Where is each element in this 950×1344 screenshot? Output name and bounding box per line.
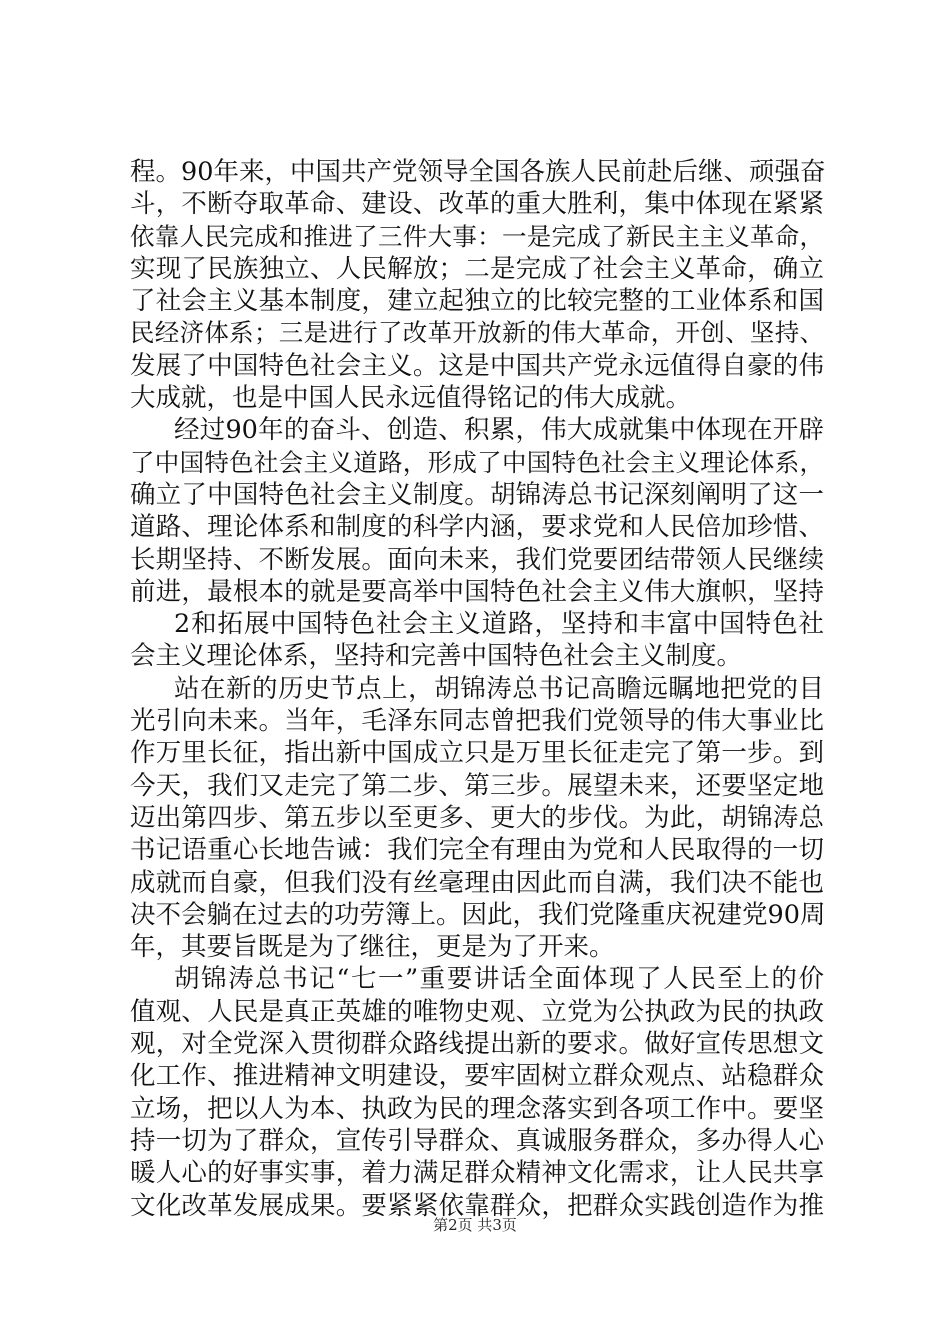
text-line: 程。90年来，中国共产党领导全国各族人民前赴后继、顽强奋 — [130, 157, 826, 187]
text-line: 成就而自豪，但我们没有丝毫理由因此而自满，我们决不能也 — [130, 867, 824, 898]
text-line: 文化改革发展成果。要紧紧依靠群众，把群众实践创造作为推 — [130, 1190, 824, 1221]
text-line: 值观、人民是真正英雄的唯物史观、立党为公执政为民的执政 — [130, 996, 824, 1027]
text-line: 化工作、推进精神文明建设，要牢固树立群众观点、站稳群众 — [130, 1061, 824, 1092]
text-line: 依靠人民完成和推进了三件大事：一是完成了新民主主义革命， — [130, 221, 824, 251]
text-line: 年，其要旨既是为了继往，更是为了开来。 — [130, 932, 615, 963]
text-line: 了中国特色社会主义道路，形成了中国特色社会主义理论体系， — [130, 447, 824, 477]
text-line: 会主义理论体系，坚持和完善中国特色社会主义制度。 — [130, 641, 743, 672]
text-line: 暖人心的好事实事，着力满足群众精神文化需求，让人民共享 — [130, 1158, 824, 1189]
text-line: 斗，不断夺取革命、建设、改革的重大胜利，集中体现在紧紧 — [130, 189, 824, 220]
text-line: 了社会主义基本制度，建立起独立的比较完整的工业体系和国 — [130, 286, 824, 317]
text-line: 作万里长征，指出新中国成立只是万里长征走完了第一步。到 — [130, 738, 824, 769]
text-line: 观，对全党深入贯彻群众路线提出新的要求。做好宣传思想文 — [130, 1029, 824, 1060]
text-line: 实现了民族独立、人民解放；二是完成了社会主义革命，确立 — [130, 253, 824, 284]
text-line: 书记语重心长地告诫：我们完全有理由为党和人民取得的一切 — [130, 835, 824, 866]
text-line: 胡锦涛总书记“七一”重要讲话全面体现了人民至上的价 — [174, 964, 824, 995]
text-line: 决不会躺在过去的功劳簿上。因此，我们党隆重庆祝建党90周 — [130, 899, 826, 930]
text-line: 长期坚持、不断发展。面向未来，我们党要团结带领人民继续 — [130, 544, 824, 575]
text-line: 立场，把以人为本、执政为民的理念落实到各项工作中。要坚 — [130, 1093, 824, 1124]
text-line: 站在新的历史节点上，胡锦涛总书记高瞻远瞩地把党的目 — [174, 673, 824, 704]
text-line: 迈出第四步、第五步以至更多、更大的步伐。为此，胡锦涛总 — [130, 802, 824, 833]
text-line: 确立了中国特色社会主义制度。胡锦涛总书记深刻阐明了这一 — [130, 479, 824, 510]
text-line: 道路、理论体系和制度的科学内涵，要求党和人民倍加珍惜、 — [130, 512, 824, 543]
text-line: 发展了中国特色社会主义。这是中国共产党永远值得自豪的伟 — [130, 350, 824, 381]
text-line: 光引向未来。当年，毛泽东同志曾把我们党领导的伟大事业比 — [130, 706, 824, 737]
page-footer: 第2页 共3页 — [433, 1216, 517, 1234]
text-line: 大成就，也是中国人民永远值得铭记的伟大成就。 — [130, 383, 692, 414]
text-line: 2和拓展中国特色社会主义道路，坚持和丰富中国特色社 — [174, 609, 824, 640]
document-body — [130, 156, 824, 1222]
text-line: 持一切为了群众，宣传引导群众、真诚服务群众，多办得人心 — [130, 1125, 824, 1156]
text-line: 今天，我们又走完了第二步、第三步。展望未来，还要坚定地 — [130, 770, 824, 801]
text-line: 前进，最根本的就是要高举中国特色社会主义伟大旗帜，坚持 — [130, 576, 824, 607]
text-line: 经过90年的奋斗、创造、积累，伟大成就集中体现在开辟 — [174, 415, 824, 446]
text-line: 民经济体系；三是进行了改革开放新的伟大革命，开创、坚持、 — [130, 318, 824, 348]
